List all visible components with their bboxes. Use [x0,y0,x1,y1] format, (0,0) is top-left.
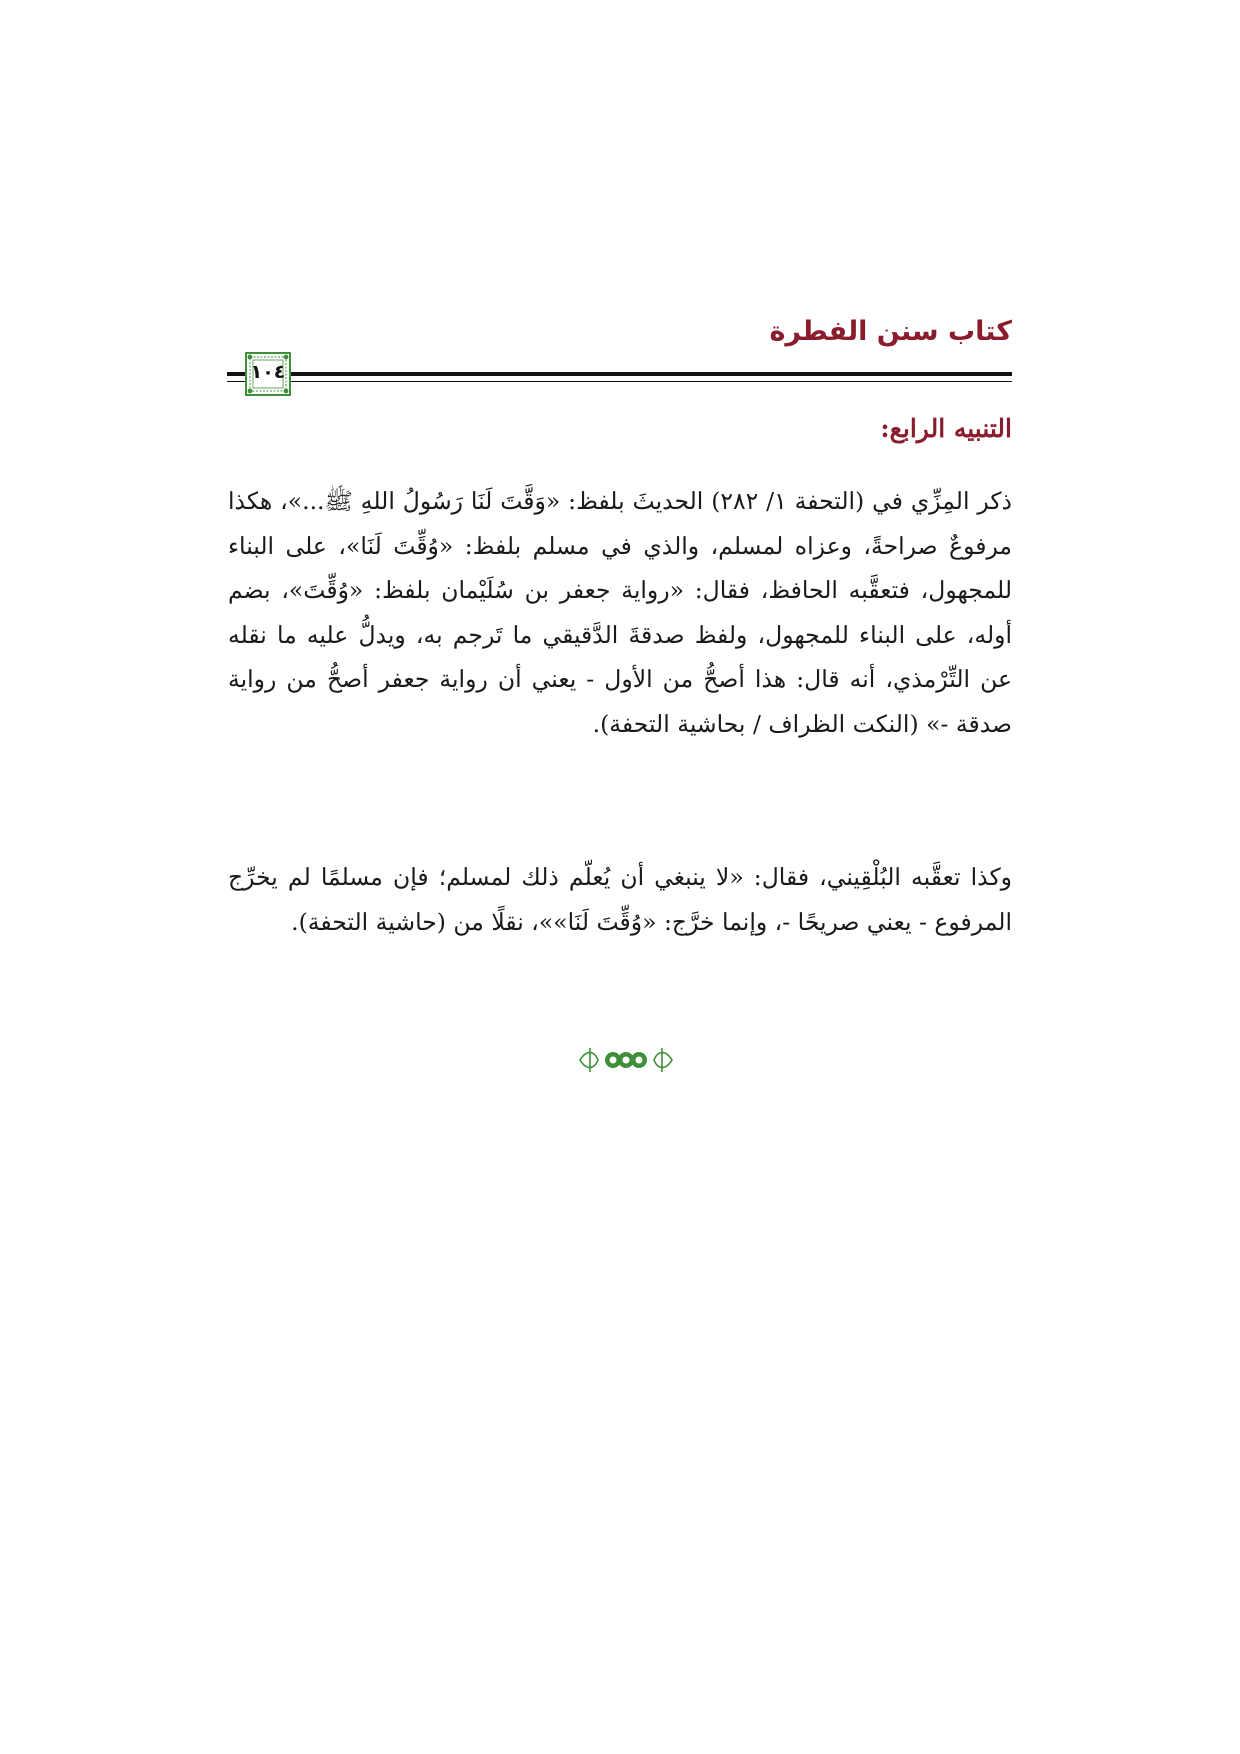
section-end-ornament-icon [576,1044,676,1076]
book-title: كتاب سنن الفطرة [769,316,1012,347]
page-number: ١٠٤ [250,361,286,383]
header-rule-left-thick [227,372,245,376]
paragraph-1: ذكر المِزِّي في (التحفة ١/ ٢٨٢) الحديثَ بلفظ: «وَقَّتَ لَنَا رَسُولُ اللهِ ﷺ...»، هكذا مرفوعٌ صراحةً، وعزاه لمسلم، والذي في مسلم بلفظ: «وُقِّتَ لَنَا»، على البناء للمجهول، فتعقَّبه الحافظ، فقال: «رواية جعفر بن سُلَيْمان بلفظ: «وُقِّتَ»، بضم أوله، على البناء للمجهول، ولفظ صدقةَ الدَّقيقي ما تَرجم به، ويدلُّ عليه ما نقله عن التِّرْمذي، أنه قال: هذا أصحُّ من الأول - يعني أن رواية جعفر أصحُّ من رواية صدقة -» (النكت الظراف / بحاشية التحفة). [228,487,1013,738]
section-heading: التنبيه الرابع: [880,414,1012,443]
paragraph-2: وكذا تعقَّبه البُلْقِيني، فقال: «لا ينبغي أن يُعلّم ذلك لمسلم؛ فإن مسلمًا لم يخرِّج المرفوع - يعني صريحًا -، وإنما خرَّج: «وُقِّتَ لَنَا»»، نقلًا من (حاشية التحفة). [228,863,1012,936]
page-number-badge [245,352,291,396]
header-rule-thin [291,381,1012,382]
header-rule-thick [291,372,1012,376]
header-rule-left-thin [227,381,245,382]
